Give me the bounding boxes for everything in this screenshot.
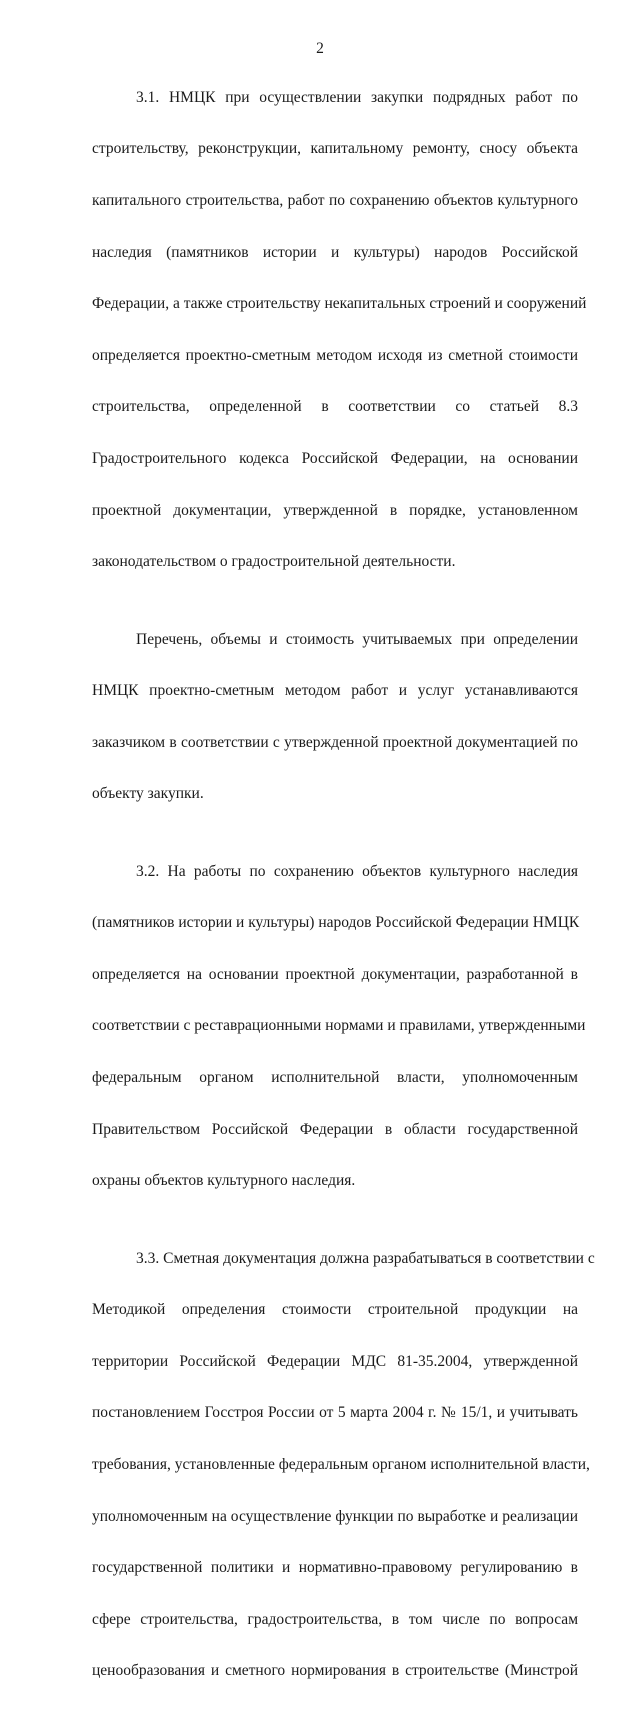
text-line: проектной документации, утвержденной в порядке, установленном (92, 501, 578, 519)
text-line: сфере строительства, градостроительства, в том числе по вопросам (92, 1610, 578, 1628)
text-line: постановлением Госстроя России от 5 марта 2004 г. № 15/1, и учитывать (92, 1404, 578, 1422)
text-line: государственной политики и нормативно-правовому регулированию в (92, 1559, 578, 1577)
text-line: Перечень, объемы и стоимость учитываемых при определении (136, 630, 578, 648)
paragraph-3-1 (92, 59, 587, 601)
text-line: 3.1. НМЦК при осуществлении закупки подрядных работ по (136, 88, 578, 106)
text-line: (памятников истории и культуры) народов Российской Федерации НМЦК (92, 914, 580, 932)
text-line: заказчиком в соответствии с утвержденной проектной документацией по (92, 733, 578, 751)
paragraph-list-of-works (92, 601, 578, 833)
text-line: 3.3. Сметная документация должна разрабатываться в соответствии с (136, 1249, 595, 1267)
text-line: требования, установленные федеральным органом исполнительной власти, (92, 1456, 590, 1474)
text-line: строительству, реконструкции, капитальному ремонту, сносу объекта (92, 140, 578, 158)
text-line: территории Российской Федерации МДС 81-35.2004, утвержденной (92, 1352, 578, 1370)
text-line: объекту закупки. (92, 785, 204, 803)
document-body (92, 59, 595, 1710)
text-line: Методикой определения стоимости строительной продукции на (92, 1301, 578, 1319)
text-line: НМЦК проектно-сметным методом работ и услуг устанавливаются (92, 682, 578, 700)
text-line: охраны объектов культурного наследия. (92, 1172, 356, 1190)
text-line: законодательством о градостроительной деятельности. (92, 553, 456, 571)
text-line: Градостроительного кодекса Российской Федерации, на основании (92, 449, 578, 467)
text-line: капитального строительства, работ по сохранению объектов культурного (92, 191, 578, 209)
page-number: 2 (316, 40, 324, 57)
text-line: 3.2. На работы по сохранению объектов культурного наследия (136, 862, 578, 880)
text-line: соответствии с реставрационными нормами и правилами, утвержденными (92, 1017, 586, 1035)
text-line: ценообразования и сметного нормирования в строительстве (Минстрой (92, 1662, 578, 1680)
text-line: определяется проектно-сметным методом исходя из сметной стоимости (92, 346, 578, 364)
paragraph-3-2 (92, 833, 586, 1220)
text-line: Федерации, а также строительству некапитальных строений и сооружений (92, 295, 587, 313)
text-line: строительства, определенной в соответствии со статьей 8.3 (92, 398, 578, 416)
paragraph-3-3 (92, 1220, 595, 1710)
text-line: федеральным органом исполнительной власти, уполномоченным (92, 1069, 578, 1087)
text-line: наследия (памятников истории и культуры) народов Российской (92, 243, 578, 261)
text-line: уполномоченным на осуществление функции по выработке и реализации (92, 1507, 578, 1525)
text-line: определяется на основании проектной документации, разработанной в (92, 965, 578, 983)
text-line: Правительством Российской Федерации в области государственной (92, 1120, 578, 1138)
